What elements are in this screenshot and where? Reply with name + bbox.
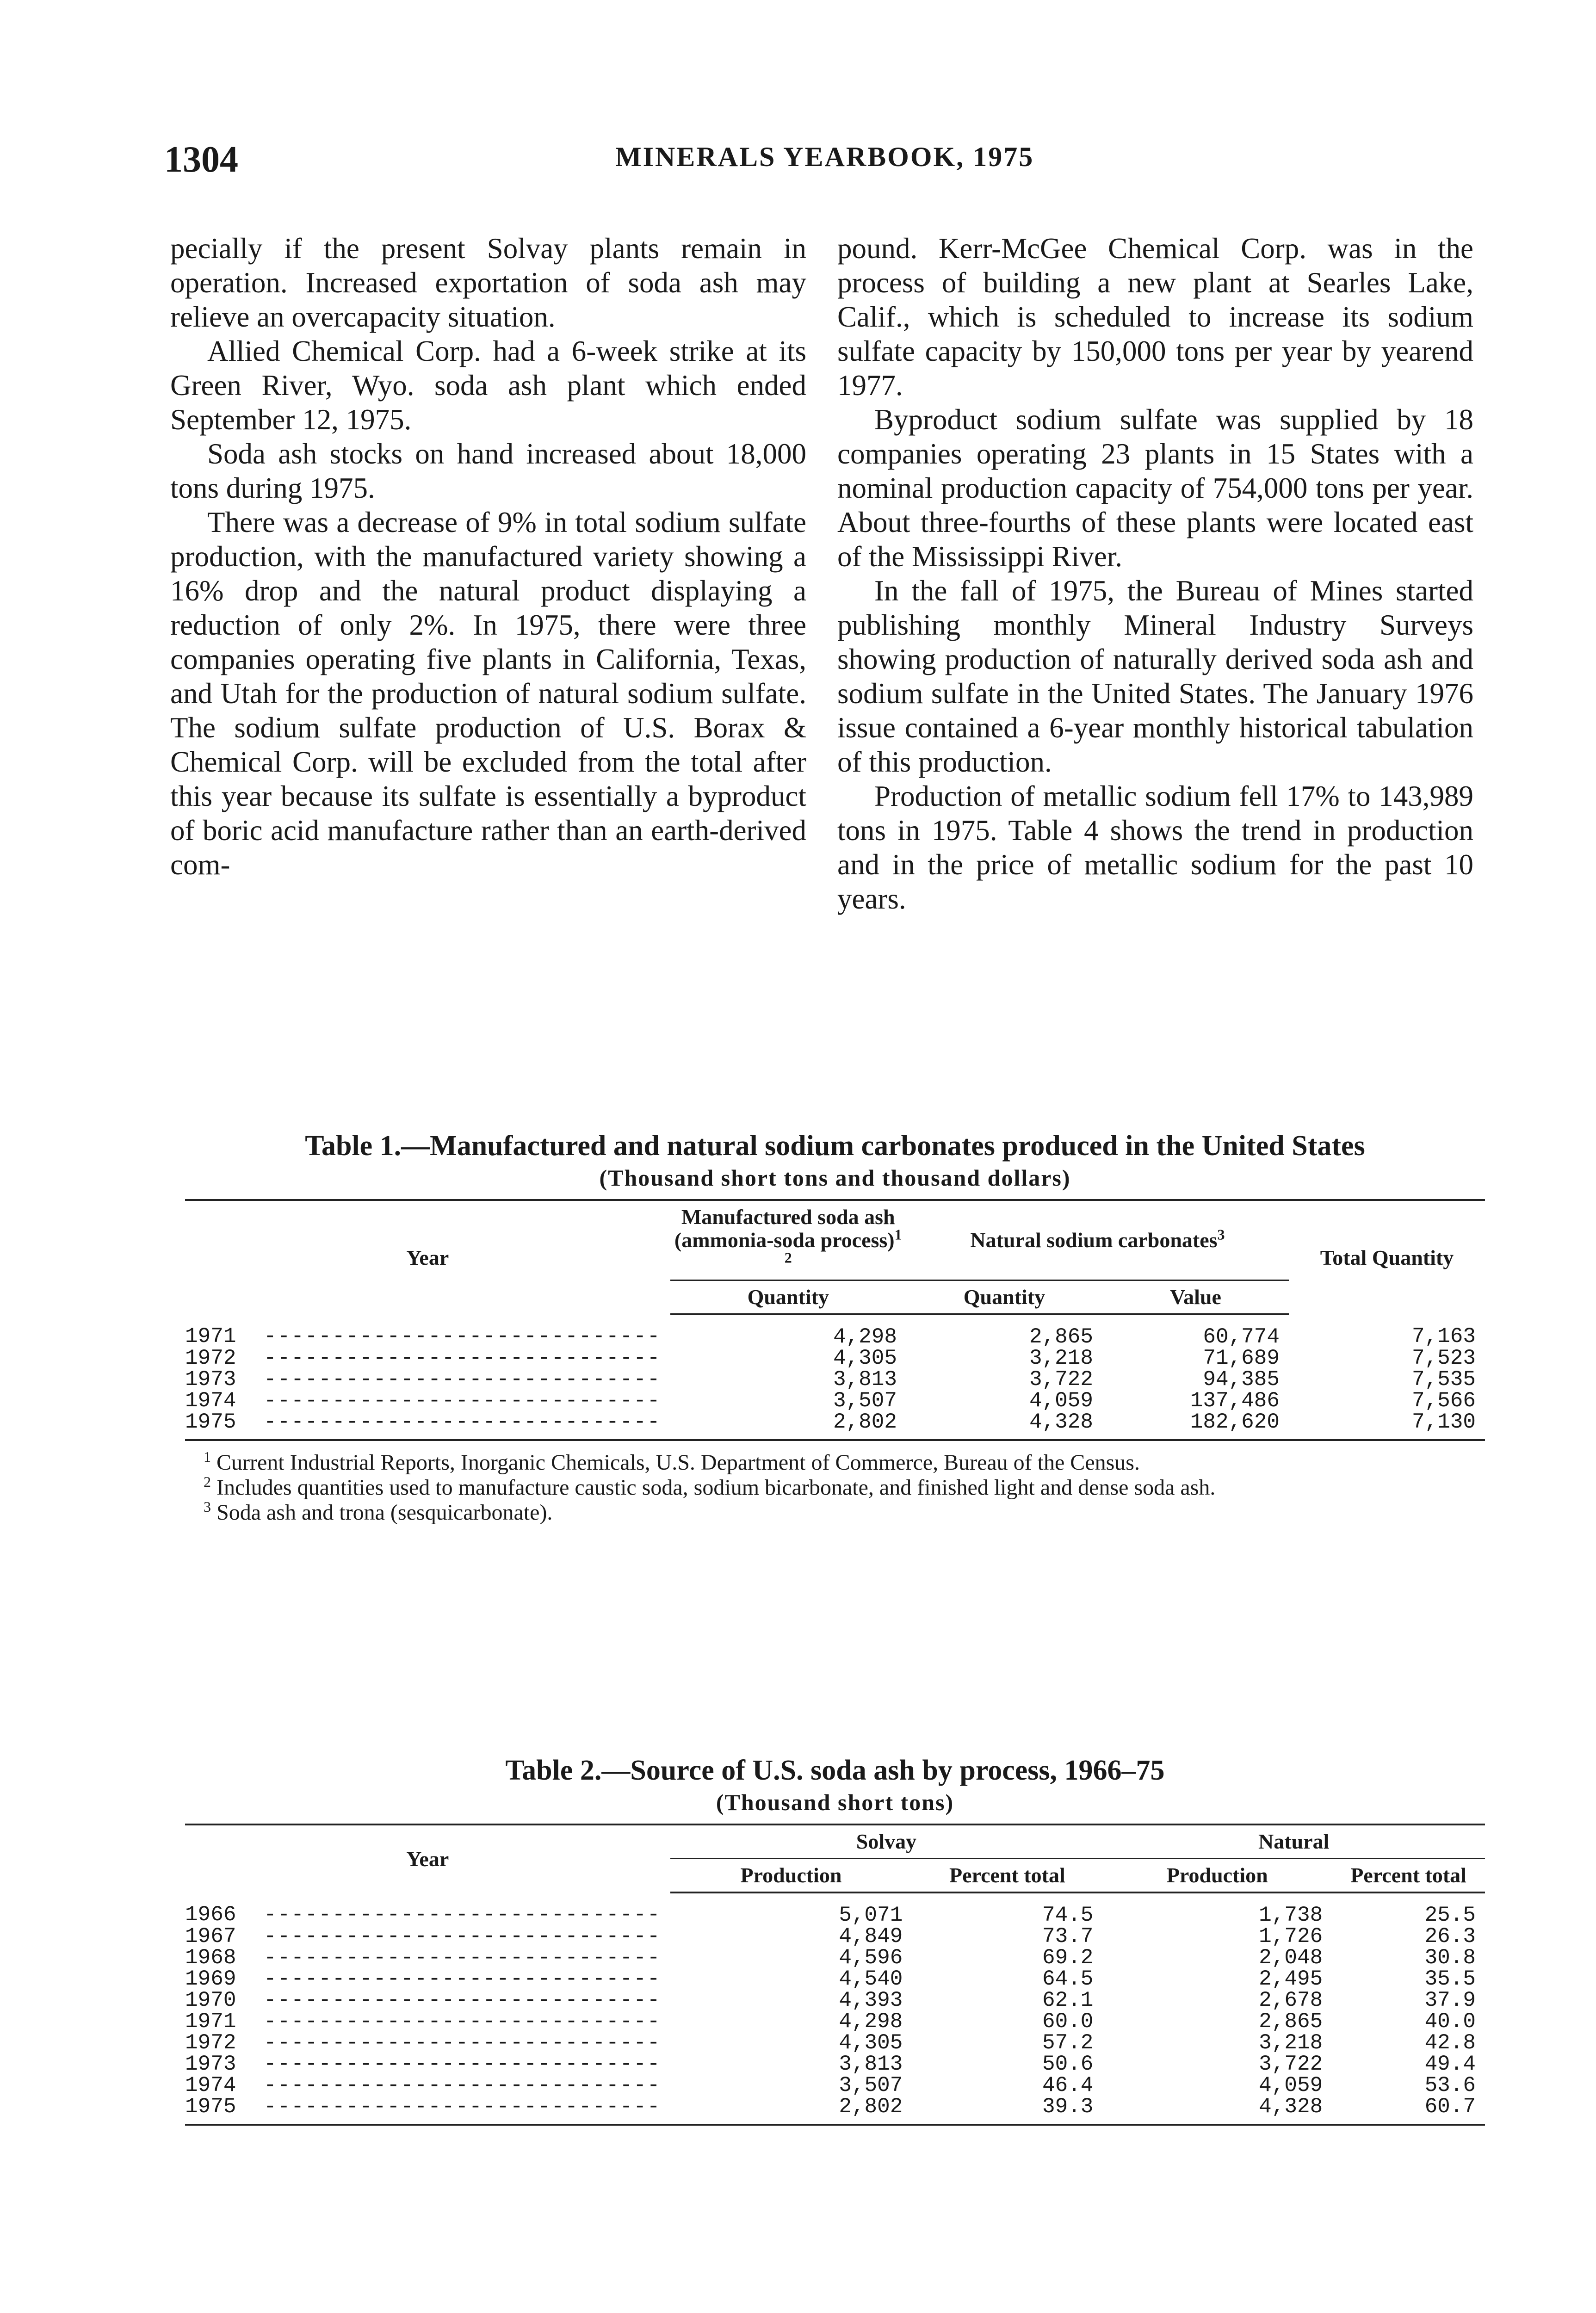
table-row: [185, 2096, 1485, 2125]
cell-nat-pct: 37.9: [1424, 1988, 1476, 2012]
left-column-paragraph: Allied Chemical Corp. had a 6-week strike at its Green River, Wyo. soda ash plant which ended September 12, 1975.: [170, 335, 806, 436]
cell-nat-val: 182,620: [1102, 1411, 1289, 1440]
cell-nat-pct: 53.6: [1424, 2073, 1476, 2097]
cell-nat-pct: 30.8: [1424, 1946, 1476, 1970]
cell-solvay-prod: 4,298: [839, 2010, 903, 2034]
row-year: 1972 -----------------------------: [185, 1346, 661, 1370]
cell-solvay-prod: 4,596: [839, 1946, 903, 1970]
table-2-header-natural-percent: Percent total: [1332, 1859, 1485, 1893]
cell-solvay-prod: 3,507: [839, 2073, 903, 2097]
row-year: 1971 -----------------------------: [185, 2010, 661, 2034]
row-year: 1975 -----------------------------: [185, 2096, 670, 2125]
cell-nat-prod: 4,059: [1259, 2073, 1323, 2097]
cell-nat-pct: 35.5: [1424, 1967, 1476, 1991]
cell-total: 7,566: [1411, 1389, 1476, 1413]
table-2-header-natural-production: Production: [1102, 1859, 1332, 1893]
footnote: $^3$ Soda ash and trona (sesquicarbonate).: [204, 1498, 553, 1525]
cell-nat-pct: 42.8: [1424, 2031, 1476, 2055]
cell-nat-qty: 4,328: [906, 1411, 1102, 1440]
cell-total: 7,163: [1411, 1324, 1476, 1348]
cell-total: 7,535: [1411, 1367, 1476, 1392]
cell-nat-qty: 3,218: [1029, 1346, 1093, 1370]
left-column-paragraph: There was a decrease of 9% in total sodium sulfate production, with the manufactured variety showing a 16% drop and the natural product displaying a reduction of only 2%. In 1975, there were three companies operating five plants in California, Texas, and Utah for the production of natural sodium sulfate. The sodium sulfate production of U.S. Borax & Chemical Corp. will be excluded from the total after this year because its sulfate is essentially a byproduct of boric acid manufacture rather than an earth-derived com-: [170, 506, 806, 881]
footnote: $^2$ Includes quantities used to manufacture caustic soda, sodium bicarbonate, and finished light and dense soda ash.: [204, 1473, 1216, 1500]
table-2-title: Table 2.—Source of U.S. soda ash by process, 1966–75: [505, 1755, 1165, 1786]
left-column-paragraph: Soda ash stocks on hand increased about 18,000 tons during 1975.: [170, 438, 806, 504]
cell-total: 7,523: [1411, 1346, 1476, 1370]
table-1-title: Table 1.—Manufactured and natural sodium carbonates produced in the United States: [305, 1130, 1365, 1162]
table-row: [185, 1390, 1485, 1411]
page-number: 1304: [164, 139, 238, 180]
table-row: [185, 1348, 1485, 1369]
cell-solvay-pct: 46.4: [1042, 2073, 1094, 2097]
table-1-grid: [185, 1199, 1485, 1441]
table-row: [185, 2075, 1485, 2096]
cell-solvay-pct: 39.3: [912, 2096, 1102, 2125]
row-year: 1968 -----------------------------: [185, 1946, 661, 1970]
cell-nat-qty: 4,059: [1029, 1389, 1093, 1413]
table-2-header-year: Year: [185, 1824, 670, 1892]
cell-solvay-prod: 3,813: [839, 2052, 903, 2076]
table-2-header-solvay-percent: Percent total: [912, 1859, 1102, 1893]
cell-nat-prod: 1,726: [1259, 1924, 1323, 1948]
right-text-column: [837, 231, 1473, 916]
cell-total: 7,130: [1289, 1411, 1485, 1440]
table-row: [185, 2032, 1485, 2053]
cell-nat-prod: 2,865: [1259, 2010, 1323, 2034]
table-row: [185, 1411, 1485, 1440]
table-2-subtitle: (Thousand short tons): [716, 1789, 954, 1815]
table-row: [185, 2011, 1485, 2032]
table-2-header-solvay: Solvay: [670, 1824, 1103, 1859]
cell-solvay-prod: 5,071: [839, 1903, 903, 1927]
cell-solvay-pct: 73.7: [1042, 1924, 1094, 1948]
table-1: [185, 1129, 1485, 1525]
row-year: 1974 -----------------------------: [185, 1389, 661, 1413]
right-column-paragraph: pound. Kerr-McGee Chemical Corp. was in the process of building a new plant at Searles Lake, Calif., which is scheduled to increase its sodium sulfate capacity by 150,000 tons per year by yearend 1977.: [837, 232, 1473, 402]
cell-nat-qty: 3,722: [1029, 1367, 1093, 1392]
table-1-header-nat-quantity: Quantity: [906, 1280, 1102, 1315]
cell-nat-val: 137,486: [1190, 1389, 1280, 1413]
row-year: 1967 -----------------------------: [185, 1924, 661, 1948]
table-1-header-nat-value: Value: [1102, 1280, 1289, 1315]
table-2-header-natural: Natural: [1102, 1824, 1485, 1859]
cell-nat-val: 71,689: [1203, 1346, 1280, 1370]
cell-nat-prod: 2,678: [1259, 1988, 1323, 2012]
row-year: 1971 -----------------------------: [185, 1324, 661, 1348]
footnote: $^1$ Current Industrial Reports, Inorganic Chemicals, U.S. Department of Commerce, Bureau of the Census.: [204, 1448, 1140, 1475]
table-1-header-year: Year: [185, 1200, 670, 1314]
cell-nat-qty: 2,865: [1029, 1325, 1093, 1349]
left-text-column: [170, 231, 806, 882]
cell-nat-val: 94,385: [1203, 1367, 1280, 1392]
cell-mfg-qty: 4,305: [833, 1346, 897, 1370]
cell-nat-prod: 3,722: [1259, 2052, 1323, 2076]
row-year: 1969 -----------------------------: [185, 1967, 661, 1991]
table-row: [185, 1947, 1485, 1968]
row-year: 1970 -----------------------------: [185, 1988, 661, 2012]
cell-solvay-pct: 74.5: [1042, 1903, 1094, 1927]
table-1-footnotes: [185, 1450, 1485, 1525]
cell-nat-pct: 60.7: [1332, 2096, 1485, 2125]
cell-solvay-pct: 64.5: [1042, 1967, 1094, 1991]
cell-solvay-pct: 62.1: [1042, 1988, 1094, 2012]
cell-nat-pct: 25.5: [1424, 1903, 1476, 1927]
cell-nat-prod: 4,328: [1102, 2096, 1332, 2125]
table-1-header-total: Total Quantity: [1289, 1200, 1485, 1314]
table-1-header-manufactured: Manufactured soda ash (ammonia-soda process)$^{1 2}$: [670, 1200, 906, 1280]
cell-mfg-qty: 2,802: [670, 1411, 906, 1440]
right-column-paragraph: In the fall of 1975, the Bureau of Mines started publishing monthly Mineral Industry Surveys showing production of naturally derived soda ash and sodium sulfate in the United States. The January 1976 issue contained a 6-year monthly historical tabulation of this production.: [837, 575, 1473, 778]
cell-solvay-prod: 4,849: [839, 1924, 903, 1948]
row-year: 1966 -----------------------------: [185, 1903, 661, 1927]
table-2-header-solvay-production: Production: [670, 1859, 912, 1893]
right-column-paragraph: Production of metallic sodium fell 17% to 143,989 tons in 1975. Table 4 shows the trend in production and in the price of metallic sodium for the past 10 years.: [837, 780, 1473, 915]
cell-nat-prod: 2,048: [1259, 1946, 1323, 1970]
cell-nat-val: 60,774: [1203, 1325, 1280, 1349]
cell-solvay-prod: 4,393: [839, 1988, 903, 2012]
row-year: 1973 -----------------------------: [185, 2052, 661, 2076]
cell-solvay-pct: 60.0: [1042, 2010, 1094, 2034]
table-2: [185, 1753, 1485, 2126]
cell-nat-prod: 3,218: [1259, 2031, 1323, 2055]
cell-nat-pct: 26.3: [1424, 1924, 1476, 1948]
cell-solvay-prod: 4,305: [839, 2031, 903, 2055]
row-year: 1974 -----------------------------: [185, 2073, 661, 2097]
cell-solvay-pct: 50.6: [1042, 2052, 1094, 2076]
left-column-paragraph: pecially if the present Solvay plants remain in operation. Increased exportation of soda ash may relieve an overcapacity situation.: [170, 232, 806, 333]
cell-nat-pct: 49.4: [1424, 2052, 1476, 2076]
table-row: [185, 2053, 1485, 2075]
table-row: [185, 1990, 1485, 2011]
cell-nat-prod: 1,738: [1259, 1903, 1323, 1927]
cell-solvay-prod: 2,802: [670, 2096, 912, 2125]
running-head: MINERALS YEARBOOK, 1975: [615, 142, 1034, 172]
table-row: [185, 1926, 1485, 1947]
table-row: [185, 1892, 1485, 1926]
cell-nat-prod: 2,495: [1259, 1967, 1323, 1991]
table-row: [185, 1968, 1485, 1990]
cell-mfg-qty: 4,298: [833, 1325, 897, 1349]
table-row: [185, 1369, 1485, 1390]
cell-solvay-pct: 57.2: [1042, 2031, 1094, 2055]
row-year: 1973 -----------------------------: [185, 1367, 661, 1392]
table-1-header-natural: Natural sodium carbonates$^3$: [906, 1200, 1289, 1280]
table-1-header-mfg-quantity: Quantity: [670, 1280, 906, 1315]
cell-solvay-prod: 4,540: [839, 1967, 903, 1991]
row-year: 1975 -----------------------------: [185, 1411, 670, 1440]
table-2-grid: [185, 1824, 1485, 2126]
cell-solvay-pct: 69.2: [1042, 1946, 1094, 1970]
cell-nat-pct: 40.0: [1424, 2010, 1476, 2034]
cell-mfg-qty: 3,507: [833, 1389, 897, 1413]
cell-mfg-qty: 3,813: [833, 1367, 897, 1392]
table-1-subtitle: (Thousand short tons and thousand dollars): [599, 1165, 1071, 1191]
right-column-paragraph: Byproduct sodium sulfate was supplied by 18 companies operating 23 plants in 15 States with a nominal production capacity of 754,000 tons per year. About three-fourths of these plants were located east of the Mississippi River.: [837, 403, 1473, 573]
table-row: [185, 1314, 1485, 1348]
row-year: 1972 -----------------------------: [185, 2031, 661, 2055]
